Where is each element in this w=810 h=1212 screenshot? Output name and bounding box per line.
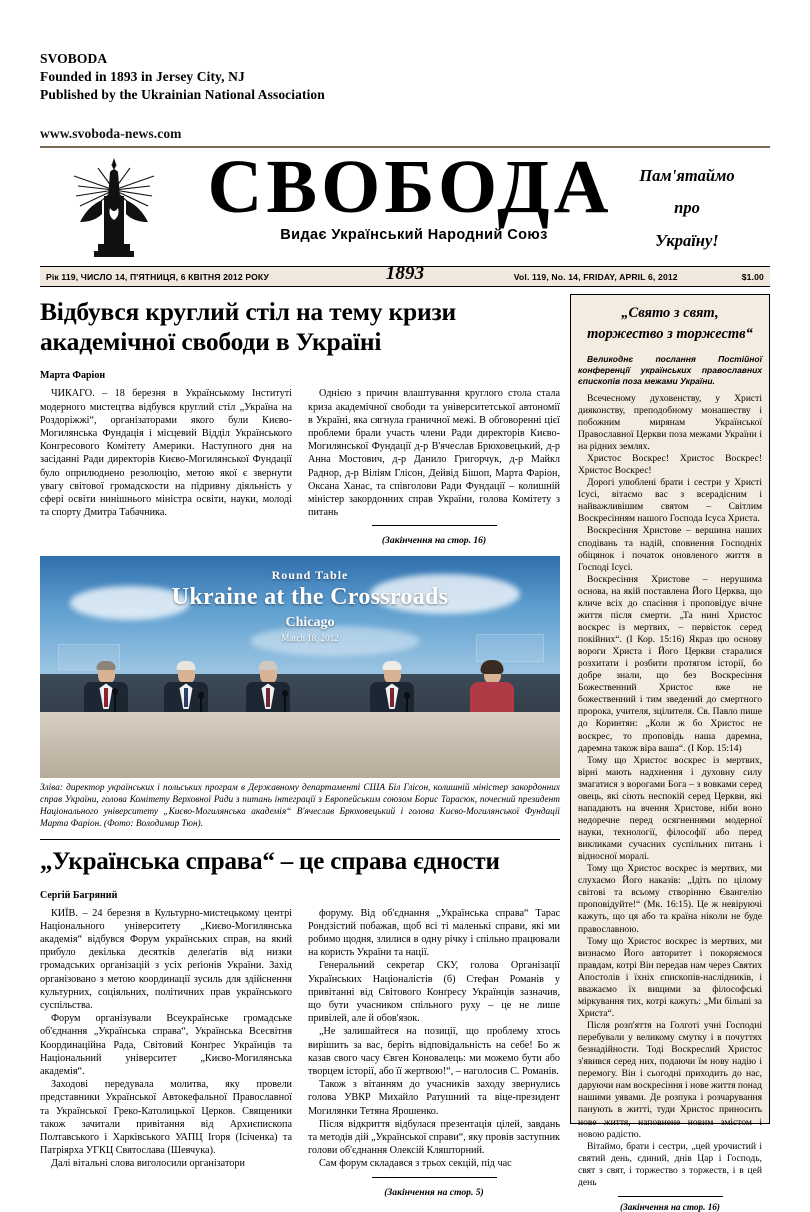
sidebar-continued[interactable]: (Закінчення на стор. 16) bbox=[620, 1201, 720, 1212]
masthead-title: СВОБОДА bbox=[207, 145, 613, 230]
column-gutter bbox=[560, 294, 570, 1124]
article-1-continued-wrap bbox=[308, 525, 560, 546]
statue-of-liberty-emblem bbox=[58, 156, 170, 262]
round-table-panel-photo bbox=[40, 556, 560, 778]
article-ukrainian-cause bbox=[40, 847, 560, 1198]
main-column bbox=[40, 294, 560, 1198]
article-2-paragraph: Заходові передувала молитва, яку провели представники Української Автокефальної Православної та Української Греко-Католицької Церков. Священики також зачитали привітання від Архиєпископа Полтавського і Харківського УАПЦ Ігоря (Ісіченка) та Патріярха УГКЦ Святослава (Шевчука). bbox=[40, 1079, 292, 1157]
continued-divider bbox=[372, 525, 497, 526]
founding-year-mark: 1893 bbox=[385, 263, 425, 285]
publication-founded: Founded in 1893 in Jersey City, NJ bbox=[40, 68, 245, 84]
masthead-slogan bbox=[612, 160, 762, 257]
sidebar-easter-message bbox=[570, 294, 770, 1212]
sidebar-paragraph: Тому що Христос воскрес із мертвих, вірні мають надхнення і духовну силу змагатися з ворогами Бога – з вовками серед овець, які сіють неспокій серед Церкви, які нападають на вчення Христове, ніби воно недоречне перед осягненнями модерної науки, технології, філософії або перед викликами сучасних суспільних питань і відносної моралі. bbox=[578, 754, 762, 863]
masthead bbox=[40, 145, 770, 266]
publication-publisher: Published by the Ukrainian National Association bbox=[40, 86, 325, 102]
publication-flag bbox=[40, 0, 770, 143]
article-2-paragraph: Сам форум складався з трьох секцій, під час bbox=[319, 1158, 512, 1170]
banner-line-2: Ukraine at the Crossroads bbox=[171, 584, 449, 611]
dateline-english: Vol. 119, No. 14, FRIDAY, APRIL 6, 2012 bbox=[513, 271, 678, 282]
masthead-subtitle: Видає Український Народний Союз bbox=[280, 226, 548, 243]
slogan-line-1: Пам'ятаймо bbox=[639, 166, 735, 186]
banner-line-3: Chicago bbox=[285, 615, 335, 631]
sidebar-paragraph: Дорогі улюблені брати і сестри у Христі Ісусі, вітаємо вас з всерадісним і найважливішим святом – Світлим Воскресінням нашого Господа Ісуса Христа. bbox=[578, 477, 762, 525]
article-1-headline: Відбувся круглий стіл на тему кризи академічної свободи в Україні bbox=[40, 297, 457, 357]
photo-caption: Зліва: директор українських і польських програм в Державному департаменті США Біл Глісон, колишній міністер закордонних справ України, голова Комітету Верховної Ради з питань інтеграції з Европейським союзом Борис Тарасюк, почесний президент Національного університету „Києво-Могилянська академія“ В'ячеслав Брюховецький і голова Києво-Могилянської Фундації Марта Фаріон. (Фото: Володимир Тюн). bbox=[40, 783, 560, 830]
article-2-paragraph: форуму. Від об'єднання „Українська справа“ Тарас Рондзістий побажав, щоб всі ті маленькі справи, які ми робимо щодня, злилися в одну річку і спільно працювали на користь України та нації. bbox=[308, 907, 560, 959]
sidebar-headline-line-2: торжество з торжеств“ bbox=[587, 325, 753, 342]
slogan-line-3: Україну! bbox=[655, 230, 719, 250]
article-1-column-2 bbox=[308, 357, 560, 546]
banner-line-4: March 18, 2012 bbox=[281, 633, 339, 644]
continued-divider bbox=[618, 1196, 723, 1197]
article-2-column-1 bbox=[40, 877, 292, 1198]
article-1-continued[interactable]: (Закінчення на стор. 16) bbox=[381, 535, 487, 547]
article-2-byline: Сергій Багряний bbox=[40, 889, 118, 901]
article-roundtable bbox=[40, 297, 560, 831]
photo-banner-text bbox=[160, 568, 460, 643]
article-2-paragraph: Після відкриття відбулася презентація цілей, завдань та методів дій „Української справи“, яку провів заступник голови об'єднання Олексій Кляшторний. bbox=[308, 1118, 560, 1157]
article-2-continued-wrap bbox=[308, 1177, 560, 1198]
slogan-line-2: про bbox=[674, 198, 700, 218]
publication-name: SVOBODA bbox=[40, 51, 108, 66]
dateline-ukrainian: Рік 119, ЧИСЛО 14, П'ЯТНИЦЯ, 6 КВІТНЯ 2012 РОКУ bbox=[46, 271, 270, 282]
sponsor-logo-panel bbox=[476, 634, 544, 662]
continued-divider bbox=[372, 1177, 497, 1178]
article-1-column-1 bbox=[40, 357, 292, 546]
website-url[interactable]: www.svoboda-news.com bbox=[40, 126, 182, 142]
article-2-paragraph: Далі вітальні слова виголосили організатори bbox=[51, 1158, 245, 1170]
banner-line-1: Round Table bbox=[271, 568, 349, 583]
article-1-paragraph: ЧИКАГО. – 18 березня в Українському Інституті модерного мистецтва відбувся круглий стіл „Україна на Роздоріжжі“, організаторами якого були Києво-Могилянська Фундація і місцевий Відділ Українського Конгресового Комітету Америки. Наступного дня на засіданні Ради директорів Києво-Могилянської Фундації було оприлюднено резолюцію, метою якої є звернути увагу світової громадскости на підривну діяльність у сфері освіти нинішнього міністра освіти, науки, молоді та спорту Дмитра Табачника. bbox=[40, 388, 292, 519]
article-1-byline: Марта Фаріон bbox=[40, 370, 106, 382]
article-2-paragraph: КИЇВ. – 24 березня в Культурно-мистецькому центрі Національного університету „Києво-Могилянська академія“ відбувся Форум українських справ, на який прибуло декілька десятків делеґатів від низки громадських організацій з усіх реґіонів України. Захід організовано з метою координації зусиль для здійснення культурних, соціяльних, політичних прав українського суспільства. bbox=[40, 907, 292, 1011]
section-divider bbox=[40, 839, 560, 840]
sidebar-lead: Великоднє послання Постійної конференції українських православних єпископів поза межами України. bbox=[578, 353, 762, 386]
article-2-paragraph: Форум організували Всеукраїнське громадське об'єднання „Українська справа“, Українська Всесвітня Координаційна Рада, Світовий Конґрес Українців та Національний університет „Києво-Могилянська академія“. bbox=[40, 1013, 292, 1077]
issue-price: $1.00 bbox=[741, 271, 764, 282]
sidebar-paragraph: Вітаймо, брати і сестри, „цей урочистий і святий день, єдиний, днів Цар і Господь, свят з свят, і торжество з торжеств, і в цей день bbox=[578, 1140, 762, 1188]
sidebar-paragraph: Тому що Христос воскрес із мертвих, ми слухаємо Його наказів: „Ідіть по цілому світові та всьому створінню Євангелію проповідуйте!“ (Мк. 16:15). Це ж невіруючі кажуть, що ця або та країна ніколи не буде православною. bbox=[578, 863, 762, 935]
article-2-paragraph: „Не залишайтеся на позиції, що проблему хтось вирішить за вас, беріть відповідальність на себе! Бо ж казав свого часу Євген Коновалець: ми можемо бути або творцем історії, або її жертвою!“, – наголосив С. Романів. bbox=[308, 1026, 560, 1077]
sidebar-paragraph: Тому що Христос воскрес із мертвих, ми визнаємо Його авторитет і покоряємося правдам, котрі Він передав нам через Святих Апостолів і їхніх єпископів-наслідників, і вважаємо їх вищими за філософські міркування тих, котрі кажуть: „Ми більші за Христа“. bbox=[578, 935, 762, 1019]
dateline-bar bbox=[40, 263, 770, 287]
article-1-paragraph: Однією з причин влаштування круглого стола стала криза академічної свободи та університетської автономії в Україні, яка сягнула граничної межі. В обговоренні цієї проблеми брали участь члени Ради директорів Києво-Могилянської Фундації д-р В'ячеслав Брюховецький, д-р Анна Мостович, д-р Данило Григорчук, д-р Майкл Раднор, д-р Віліям Глісон, Дейвід Бішоп, Марта Фаріон, Оксана Ханас, та співголови Ради Фундації – колишній міністер закордонних справ України, голова Комітету з питань bbox=[308, 388, 560, 519]
article-2-paragraph: Генеральний секретар СКУ, голова Організації Українських Націоналістів (б) Стефан Романів у привітанні від Світового Конґресу Українців зазначив, що бути учасником спільного руху – це не лише привілей, але й обов'язок. bbox=[308, 960, 560, 1025]
sidebar-paragraph: Христос Воскрес! Христос Воскрес! Христос Воскрес! bbox=[578, 453, 762, 477]
sidebar-paragraph: Воскресіння Христове – вершина наших сподівань та надій, сповнення Господніх обіцянок і початок оновленого життя в Господі Ісусі. bbox=[578, 525, 762, 573]
sidebar-headline-line-1: „Свято з свят, bbox=[621, 305, 719, 322]
conference-table bbox=[40, 712, 560, 778]
article-2-continued[interactable]: (Закінчення на стор. 5) bbox=[384, 1186, 484, 1198]
article-2-paragraph: Також з вітанням до учасників заходу звернулись голова УВКР Михайло Ратушний та віце-президент Могилянки Тетяна Ярошенко. bbox=[308, 1079, 560, 1117]
article-2-column-2 bbox=[308, 877, 560, 1198]
page-content bbox=[40, 294, 770, 1212]
sidebar-paragraph: Воскресіння Христове – нерушима основа, на якій поставлена Його Церква, що кличе всіх до спасіння і проповідує вічне життя після смерти. „Та нині Христос воскрес із мертвих, – первісток серед покійних“. (І Кор. 15:16) Якраз цю основу вороги Христа і Його Церкви старалися розхитати і розбити протягом історії, бо добре знали, що без Воскресіння Божественний Христос вже не божественний і тим зведений до смертного пророка, учителя, зцілителя. Св. Павло пише до Коринтян: „Коли ж бо Христос не воскрес, то проповідь наша даремна, даремна також віра ваша“. (І Кор. 15:14) bbox=[578, 573, 762, 754]
sidebar-paragraph: Після розп'яття на Голготі учні Господні перебували у великому смутку і в почуттях безнадійности. Тоді Воскреслий Христос з'явився серед них, подаючи їм нову надію і перемогу. Він і сьогодні приходить до нас, даруючи нам воскресіння і нове життя понад нашими уявами. Де розпука і розчарування панують в житті, туди Христос приносить нове життя, наповнене новим змістом і новою радістю. bbox=[578, 1020, 762, 1140]
sidebar-paragraph: Всечесному духовенству, у Христі дияконству, преподобному монашеству і побожним мирянам Української Православної Церкви поза межами України і на рідних землях. bbox=[578, 392, 762, 453]
article-2-headline: „Українська справа“ – це справа єдности bbox=[40, 848, 500, 875]
